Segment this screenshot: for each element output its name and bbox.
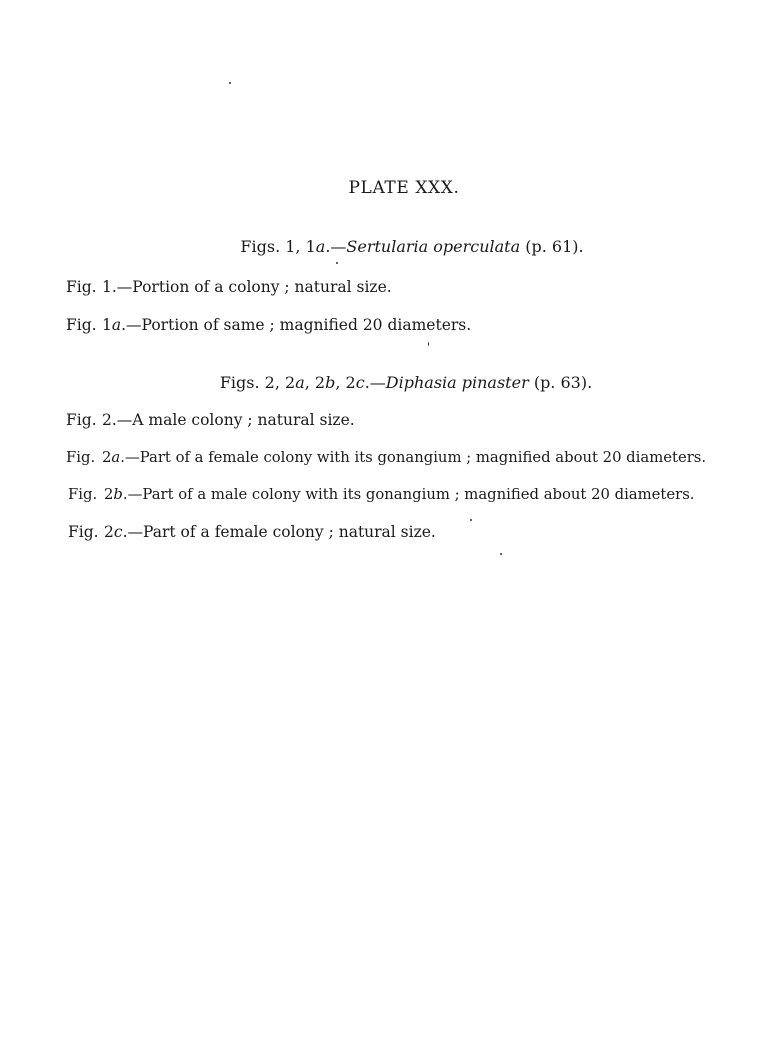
fig-number: 2 <box>102 411 112 429</box>
heading-separator: , 2 <box>304 373 326 392</box>
fig-number: 2c <box>104 523 123 541</box>
fig-caption: .—Portion of same ; magnified 20 diameters. <box>121 316 472 334</box>
fig-label: Fig. <box>66 449 96 466</box>
figure-entry <box>68 523 436 541</box>
plate-title: PLATE XXX. <box>348 178 460 198</box>
fig-label: Fig. <box>68 486 98 503</box>
fig-caption: .—A male colony ; natural size. <box>111 411 355 429</box>
figure-entry <box>66 316 471 334</box>
heading-suffix: (p. 63). <box>528 373 593 392</box>
fig-number: 2a <box>102 449 121 466</box>
heading-letter: a <box>315 237 326 256</box>
heading-letter: b <box>325 373 336 392</box>
print-speck <box>470 519 472 521</box>
heading-letter: a <box>295 373 305 392</box>
heading-dash: .— <box>364 373 386 392</box>
species-name: Sertularia operculata <box>346 237 521 256</box>
heading-letter: c <box>355 373 365 392</box>
heading-separator: , 2 <box>335 373 356 392</box>
fig-number: 1 <box>102 278 112 296</box>
fig-number: 1a <box>102 316 122 334</box>
fig-label: Fig. <box>66 278 97 296</box>
species-name: Diphasia pinaster <box>385 373 529 392</box>
group-heading-1 <box>0 237 776 256</box>
print-speck <box>500 553 502 555</box>
fig-label: Fig. <box>68 523 99 541</box>
group-heading-2 <box>0 373 776 392</box>
fig-caption: .—Part of a male colony with its gonangium ; magnified about 20 diameters. <box>122 486 695 503</box>
heading-suffix: (p. 61). <box>520 237 584 256</box>
fig-caption: .—Part of a female colony with its gonangium ; magnified about 20 diameters. <box>120 449 707 466</box>
figure-entry <box>66 278 392 296</box>
fig-caption: .—Part of a female colony ; natural size. <box>122 523 436 541</box>
figure-entry <box>68 486 695 503</box>
heading-prefix: Figs. 2, 2 <box>219 373 296 392</box>
fig-number: 2b <box>104 486 123 503</box>
heading-prefix: Figs. 1, 1 <box>240 237 316 256</box>
figure-entry <box>66 449 706 466</box>
print-speck <box>229 82 231 84</box>
figure-entry <box>66 411 355 429</box>
print-speck <box>428 342 429 346</box>
fig-label: Fig. <box>66 411 97 429</box>
fig-label: Fig. <box>66 316 97 334</box>
print-speck <box>336 262 338 264</box>
heading-dash: .— <box>325 237 347 256</box>
fig-caption: .—Portion of a colony ; natural size. <box>111 278 392 296</box>
